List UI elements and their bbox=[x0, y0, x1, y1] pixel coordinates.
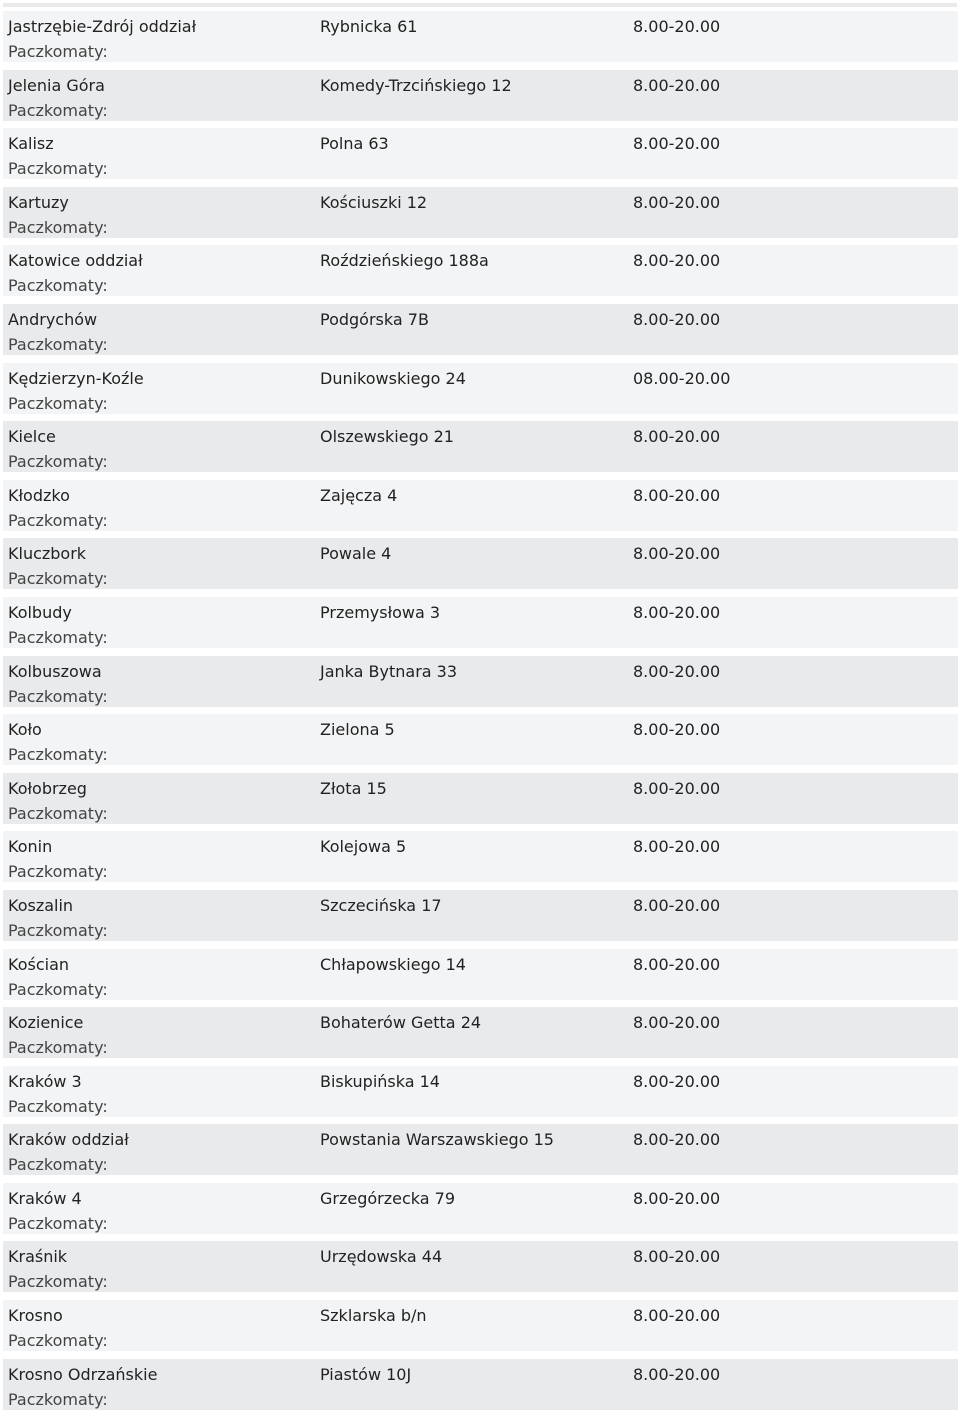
table-row-wrap bbox=[0, 949, 960, 1008]
branch-city: Kielce bbox=[8, 427, 56, 447]
branch-city: Krosno Odrzańskie bbox=[8, 1364, 158, 1384]
branch-hours: 8.00-20.00 bbox=[633, 1071, 721, 1091]
table-row-wrap bbox=[0, 1300, 960, 1359]
table-row-wrap bbox=[0, 656, 960, 715]
table-row bbox=[3, 70, 958, 121]
branch-hours: 8.00-20.00 bbox=[633, 720, 721, 740]
table-row bbox=[3, 538, 958, 589]
branch-address: Komedy-Trzcińskiego 12 bbox=[320, 75, 512, 95]
table-row bbox=[3, 1359, 958, 1410]
lockers-label: Paczkomaty: bbox=[8, 1155, 108, 1175]
branch-hours: 8.00-20.00 bbox=[633, 251, 721, 271]
table-row-wrap bbox=[0, 890, 960, 949]
lockers-label: Paczkomaty: bbox=[8, 803, 108, 823]
table-row bbox=[3, 773, 958, 824]
branch-address: Szczecińska 17 bbox=[320, 895, 442, 915]
table-row bbox=[3, 480, 958, 531]
lockers-label: Paczkomaty: bbox=[8, 393, 108, 413]
table-row bbox=[3, 597, 958, 648]
branch-hours: 8.00-20.00 bbox=[633, 1247, 721, 1267]
branch-address: Rybnicka 61 bbox=[320, 17, 418, 36]
branch-address: Polna 63 bbox=[320, 134, 389, 154]
lockers-label: Paczkomaty: bbox=[8, 100, 108, 120]
lockers-label: Paczkomaty: bbox=[8, 920, 108, 940]
branch-city: Koło bbox=[8, 720, 42, 740]
lockers-label: Paczkomaty: bbox=[8, 1213, 108, 1233]
table-row bbox=[3, 1007, 958, 1058]
branch-hours: 8.00-20.00 bbox=[633, 75, 721, 95]
table-row bbox=[3, 245, 958, 296]
branch-address: Urzędowska 44 bbox=[320, 1247, 443, 1267]
table-row-wrap bbox=[0, 1124, 960, 1183]
table-row-wrap bbox=[0, 421, 960, 480]
table-row bbox=[3, 421, 958, 472]
branch-city: Kościan bbox=[8, 954, 70, 974]
lockers-label: Paczkomaty: bbox=[8, 1272, 108, 1292]
lockers-label: Paczkomaty: bbox=[8, 627, 108, 647]
table-row-wrap bbox=[0, 304, 960, 363]
branch-address: Bohaterów Getta 24 bbox=[320, 1013, 482, 1033]
lockers-label: Paczkomaty: bbox=[8, 569, 108, 589]
table-row-wrap bbox=[0, 363, 960, 422]
branch-city: Jastrzębie-Zdrój oddział bbox=[8, 17, 197, 36]
branch-hours: 8.00-20.00 bbox=[633, 602, 721, 622]
table-row-wrap bbox=[0, 1066, 960, 1125]
table-row bbox=[3, 1066, 958, 1117]
table-row bbox=[3, 949, 958, 1000]
lockers-label: Paczkomaty: bbox=[8, 1096, 108, 1116]
table-row-wrap bbox=[0, 480, 960, 539]
table-row bbox=[3, 656, 958, 707]
branch-hours: 8.00-20.00 bbox=[633, 837, 721, 857]
table-row bbox=[3, 831, 958, 882]
table-row-wrap bbox=[0, 714, 960, 773]
branch-city: Kędzierzyn-Koźle bbox=[8, 368, 144, 388]
table-row-wrap bbox=[0, 11, 960, 70]
table-row-wrap bbox=[0, 245, 960, 304]
branch-hours: 8.00-20.00 bbox=[633, 1306, 721, 1326]
branch-address: Biskupińska 14 bbox=[320, 1071, 440, 1091]
table-row bbox=[3, 128, 958, 179]
branch-city: Katowice oddział bbox=[8, 251, 143, 271]
table-row bbox=[3, 714, 958, 765]
branch-hours: 8.00-20.00 bbox=[633, 661, 721, 681]
branch-address: Złota 15 bbox=[320, 778, 387, 798]
branch-city: Kraków 3 bbox=[8, 1071, 82, 1091]
lockers-label: Paczkomaty: bbox=[8, 745, 108, 765]
branch-hours: 8.00-20.00 bbox=[633, 192, 721, 212]
table-row-wrap bbox=[0, 1359, 960, 1418]
branch-hours: 8.00-20.00 bbox=[633, 427, 721, 447]
branch-city: Kraśnik bbox=[8, 1247, 68, 1267]
branch-city: Kluczbork bbox=[8, 544, 87, 564]
lockers-label: Paczkomaty: bbox=[8, 452, 108, 472]
branch-city: Andrychów bbox=[8, 309, 98, 329]
table-row bbox=[3, 304, 958, 355]
lockers-label: Paczkomaty: bbox=[8, 276, 108, 296]
branch-hours: 8.00-20.00 bbox=[633, 309, 721, 329]
table-row bbox=[3, 363, 958, 414]
branch-address: Zajęcza 4 bbox=[320, 485, 398, 505]
branch-address: Podgórska 7B bbox=[320, 309, 429, 329]
lockers-label: Paczkomaty: bbox=[8, 159, 108, 179]
branch-hours: 8.00-20.00 bbox=[633, 544, 721, 564]
table-row-wrap bbox=[0, 70, 960, 129]
lockers-label: Paczkomaty: bbox=[8, 334, 108, 354]
lockers-label: Paczkomaty: bbox=[8, 1389, 108, 1409]
branch-address: Kolejowa 5 bbox=[320, 837, 407, 857]
branch-address: Przemysłowa 3 bbox=[320, 602, 441, 622]
lockers-label: Paczkomaty: bbox=[8, 686, 108, 706]
branch-hours: 8.00-20.00 bbox=[633, 1130, 721, 1150]
branch-hours: 8.00-20.00 bbox=[633, 895, 721, 915]
branch-hours: 8.00-20.00 bbox=[633, 1364, 721, 1384]
branch-hours: 8.00-20.00 bbox=[633, 134, 721, 154]
lockers-label: Paczkomaty: bbox=[8, 979, 108, 999]
branch-hours: 8.00-20.00 bbox=[633, 485, 721, 505]
branch-city: Kozienice bbox=[8, 1013, 84, 1033]
branch-address: Chłapowskiego 14 bbox=[320, 954, 466, 974]
table-row bbox=[3, 11, 958, 62]
branch-address: Roździeńskiego 188a bbox=[320, 251, 489, 271]
branch-hours: 8.00-20.00 bbox=[633, 778, 721, 798]
table-row bbox=[3, 1241, 958, 1292]
table-row-wrap bbox=[0, 128, 960, 187]
table-row bbox=[3, 187, 958, 238]
table-row-wrap bbox=[0, 187, 960, 246]
table-row bbox=[3, 1300, 958, 1351]
branch-city: Kołobrzeg bbox=[8, 778, 87, 798]
branch-address: Grzegórzecka 79 bbox=[320, 1188, 456, 1208]
branch-address: Janka Bytnara 33 bbox=[320, 661, 458, 681]
branch-address: Dunikowskiego 24 bbox=[320, 368, 466, 388]
branch-city: Kraków 4 bbox=[8, 1188, 82, 1208]
table-row-wrap bbox=[0, 597, 960, 656]
branch-city: Kłodzko bbox=[8, 485, 70, 505]
branch-city: Kraków oddział bbox=[8, 1130, 129, 1150]
branch-city: Krosno bbox=[8, 1306, 63, 1326]
branch-hours: 08.00-20.00 bbox=[633, 368, 731, 388]
table-row-wrap bbox=[0, 773, 960, 832]
table-row bbox=[3, 890, 958, 941]
table-top-divider bbox=[3, 3, 957, 7]
branch-city: Konin bbox=[8, 837, 53, 857]
table-body bbox=[0, 11, 960, 1417]
lockers-label: Paczkomaty: bbox=[8, 510, 108, 530]
branch-city: Jelenia Góra bbox=[8, 75, 105, 95]
branch-address: Powale 4 bbox=[320, 544, 392, 564]
branch-city: Kalisz bbox=[8, 134, 54, 154]
branch-hours: 8.00-20.00 bbox=[633, 1188, 721, 1208]
table-row-wrap bbox=[0, 831, 960, 890]
lockers-label: Paczkomaty: bbox=[8, 1331, 108, 1351]
branch-address: Zielona 5 bbox=[320, 720, 395, 740]
branch-table bbox=[0, 3, 960, 1417]
branch-address: Olszewskiego 21 bbox=[320, 427, 454, 447]
table-row-wrap bbox=[0, 1241, 960, 1300]
branch-address: Kościuszki 12 bbox=[320, 192, 428, 212]
table-row bbox=[3, 1124, 958, 1175]
branch-city: Kolbuszowa bbox=[8, 661, 102, 681]
branch-hours: 8.00-20.00 bbox=[633, 1013, 721, 1033]
branch-hours: 8.00-20.00 bbox=[633, 17, 721, 36]
table-row-wrap bbox=[0, 1007, 960, 1066]
branch-address: Szklarska b/n bbox=[320, 1306, 427, 1326]
branch-city: Kartuzy bbox=[8, 192, 69, 212]
branch-address: Piastów 10J bbox=[320, 1364, 412, 1384]
lockers-label: Paczkomaty: bbox=[8, 862, 108, 882]
branch-city: Kolbudy bbox=[8, 602, 72, 622]
lockers-label: Paczkomaty: bbox=[8, 1038, 108, 1058]
table-row-wrap bbox=[0, 1183, 960, 1242]
branch-address: Powstania Warszawskiego 15 bbox=[320, 1130, 554, 1150]
branch-city: Koszalin bbox=[8, 895, 74, 915]
table-row-wrap bbox=[0, 538, 960, 597]
lockers-label: Paczkomaty: bbox=[8, 42, 108, 61]
lockers-label: Paczkomaty: bbox=[8, 217, 108, 237]
branch-hours: 8.00-20.00 bbox=[633, 954, 721, 974]
table-row bbox=[3, 1183, 958, 1234]
